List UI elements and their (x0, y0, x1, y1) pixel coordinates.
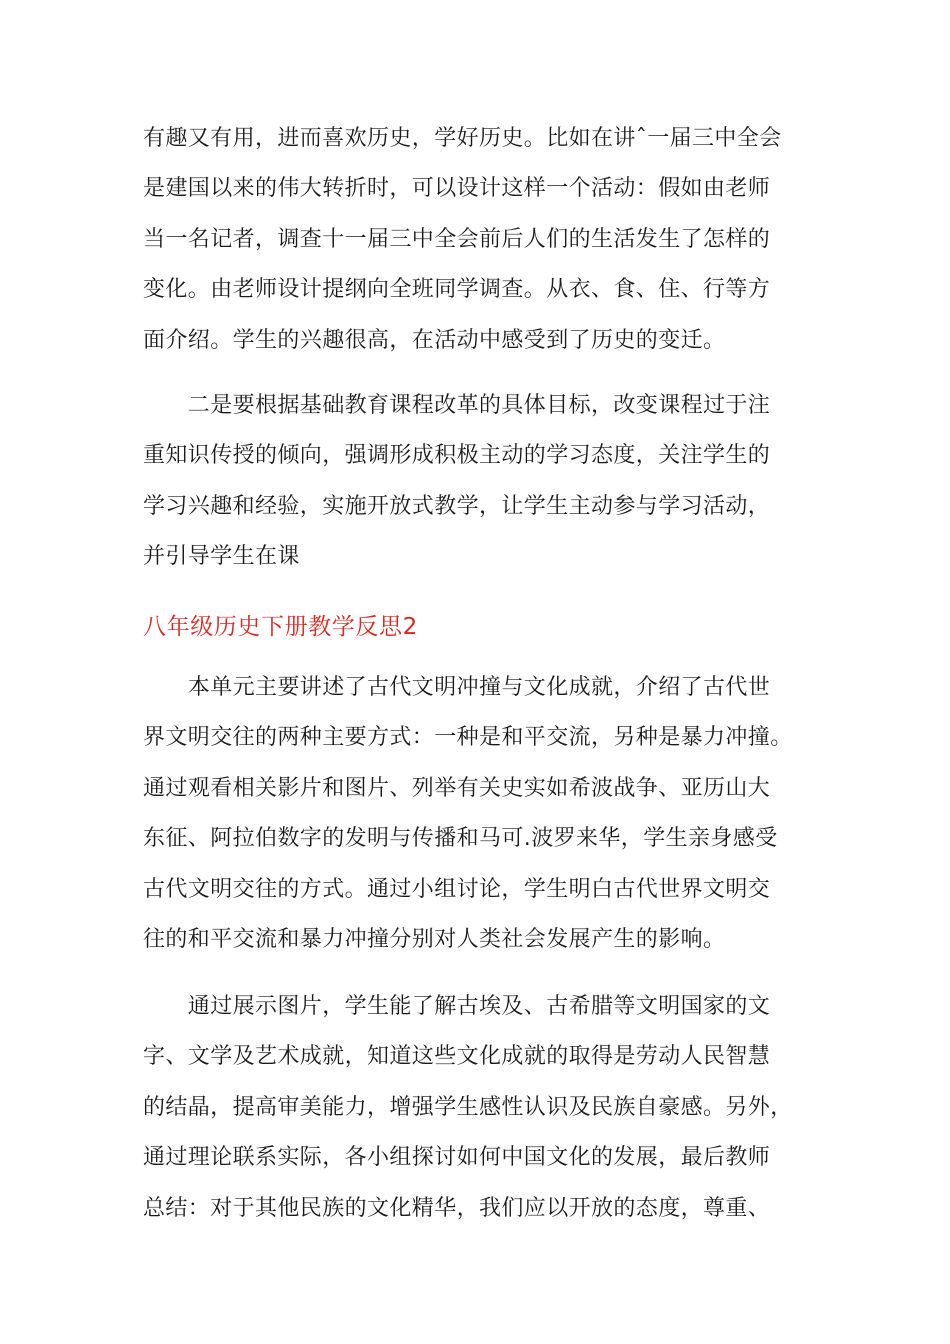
text-line: 本单元主要讲述了古代文明冲撞与文化成就，介绍了古代世 (143, 675, 771, 700)
paragraph-interest-history (143, 114, 823, 366)
text-line: 是建国以来的伟大转折时，可以设计这样一个活动：假如由老师 (143, 176, 771, 202)
text-line: 界文明交往的两种主要方式：一种是和平交流，另种是暴力冲撞。 (143, 725, 793, 751)
text-line: 东征、阿拉伯数字的发明与传播和马可.波罗来华，学生亲身感受 (143, 826, 778, 852)
text-line: 的结晶，提高审美能力，增强学生感性认识及民族自豪感。另外， (143, 1094, 793, 1120)
paragraph-cultural-achievements (143, 982, 823, 1234)
section-heading: 八年级历史下册教学反思2 (143, 614, 418, 640)
text-line: 总结：对于其他民族的文化精华，我们应以开放的态度，尊重、 (143, 1195, 771, 1221)
text-line: 当一名记者，调查十一届三中全会前后人们的生活发生了怎样的 (143, 226, 771, 252)
text-line: 古代文明交往的方式。通过小组讨论，学生明白古代世界文明交 (143, 876, 771, 902)
text-line: 通过展示图片，学生能了解古埃及、古希腊等文明国家的文 (143, 994, 771, 1019)
text-line: 有趣又有用，进而喜欢历史，学好历史。比如在讲ˆ一届三中全会 (143, 126, 782, 151)
paragraph-curriculum-reform (143, 381, 823, 583)
text-line: 变化。由老师设计提纲向全班同学调查。从衣、食、住、行等方 (143, 277, 771, 303)
text-line: 往的和平交流和暴力冲撞分别对人类社会发展产生的影响。 (143, 927, 726, 953)
text-line: 学习兴趣和经验，实施开放式教学，让学生主动参与学习活动， (143, 493, 771, 519)
text-line: 通过观看相关影片和图片、列举有关史实如希波战争、亚历山大 (143, 775, 771, 801)
text-line: 面介绍。学生的兴趣很高，在活动中感受到了历史的变迁。 (143, 327, 726, 353)
text-line: 二是要根据基础教育课程改革的具体目标，改变课程过于注 (143, 393, 771, 418)
text-line: 字、文学及艺术成就，知道这些文化成就的取得是劳动人民智慧 (143, 1044, 771, 1070)
text-line: 重知识传授的倾向，强调形成积极主动的学习态度，关注学生的 (143, 443, 771, 469)
paragraph-civilization-exchange (143, 663, 823, 965)
text-line: 通过理论联系实际，各小组探讨如何中国文化的发展，最后教师 (143, 1145, 771, 1171)
text-line: 并引导学生在课 (143, 544, 300, 570)
